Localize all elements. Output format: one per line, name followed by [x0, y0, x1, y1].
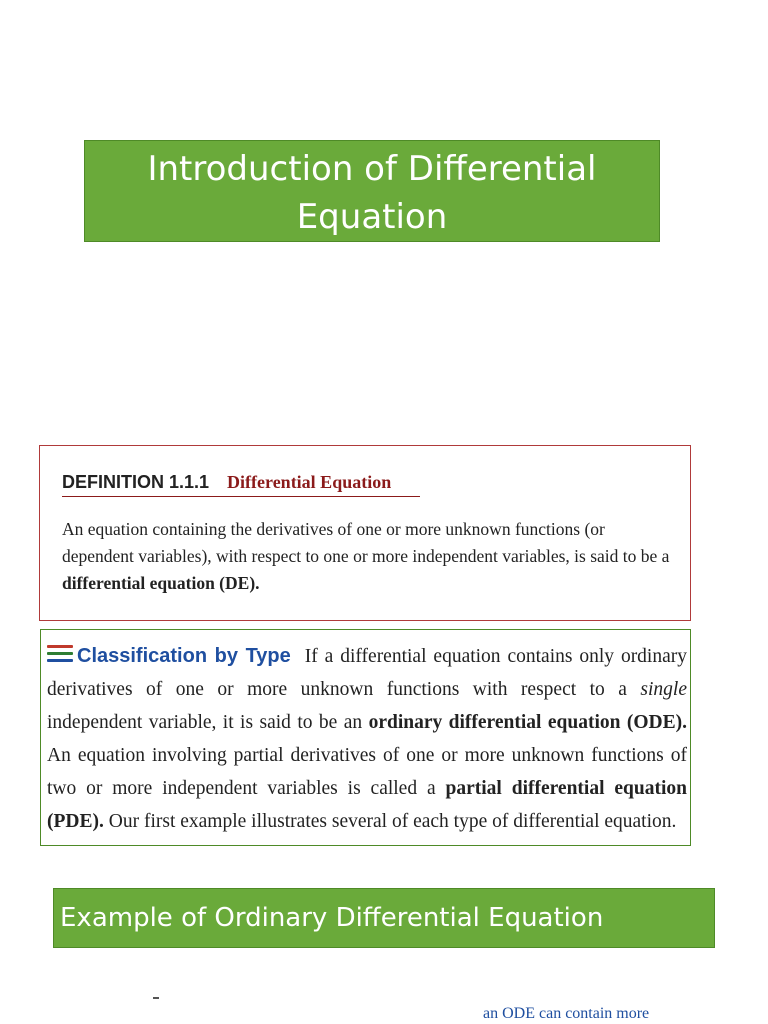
cutoff-footer-text: an ODE can contain more	[483, 1005, 650, 1022]
classification-text-2: independent variable, it is said to be an	[47, 712, 369, 733]
stray-dash-mark	[153, 997, 159, 999]
slide-title-line-1: Introduction of Differential	[147, 149, 597, 189]
definition-body-text: An equation containing the derivatives of one or more unknown functions (or dependent variables), with respect to one or more independent variables, is said to be a	[62, 519, 670, 566]
classification-text-4: Our first example illustrates several of each type of differential equation.	[103, 811, 677, 832]
definition-title-underline	[62, 496, 420, 497]
classification-text	[47, 640, 687, 838]
example-heading: Example of Ordinary Differential Equation	[60, 903, 604, 933]
classification-heading: Classification by Type	[77, 645, 291, 667]
definition-title: Differential Equation	[227, 472, 392, 492]
definition-heading	[62, 472, 391, 493]
definition-number: DEFINITION 1.1.1	[62, 472, 210, 492]
classification-text-3: An equation involving partial derivatives of one or more unknown functions of two or more independent variables is called a	[47, 745, 687, 799]
classification-text-1: If a differential equation contains only ordinary derivatives of one or more unknown functions with respect to a	[47, 646, 688, 700]
definition-body-bold: differential equation (DE).	[62, 573, 260, 593]
definition-body	[62, 516, 677, 597]
slide-title-line-2: Equation	[296, 197, 448, 237]
classification-italic: single	[640, 679, 687, 700]
classification-bold-ode: ordinary differential equation (ODE).	[368, 712, 687, 733]
definition-box	[39, 445, 691, 621]
slide-title-box	[84, 140, 660, 242]
example-heading-box	[53, 888, 715, 948]
classification-box	[40, 629, 691, 846]
classification-bold-pde: partial differential equation (PDE).	[47, 778, 687, 832]
